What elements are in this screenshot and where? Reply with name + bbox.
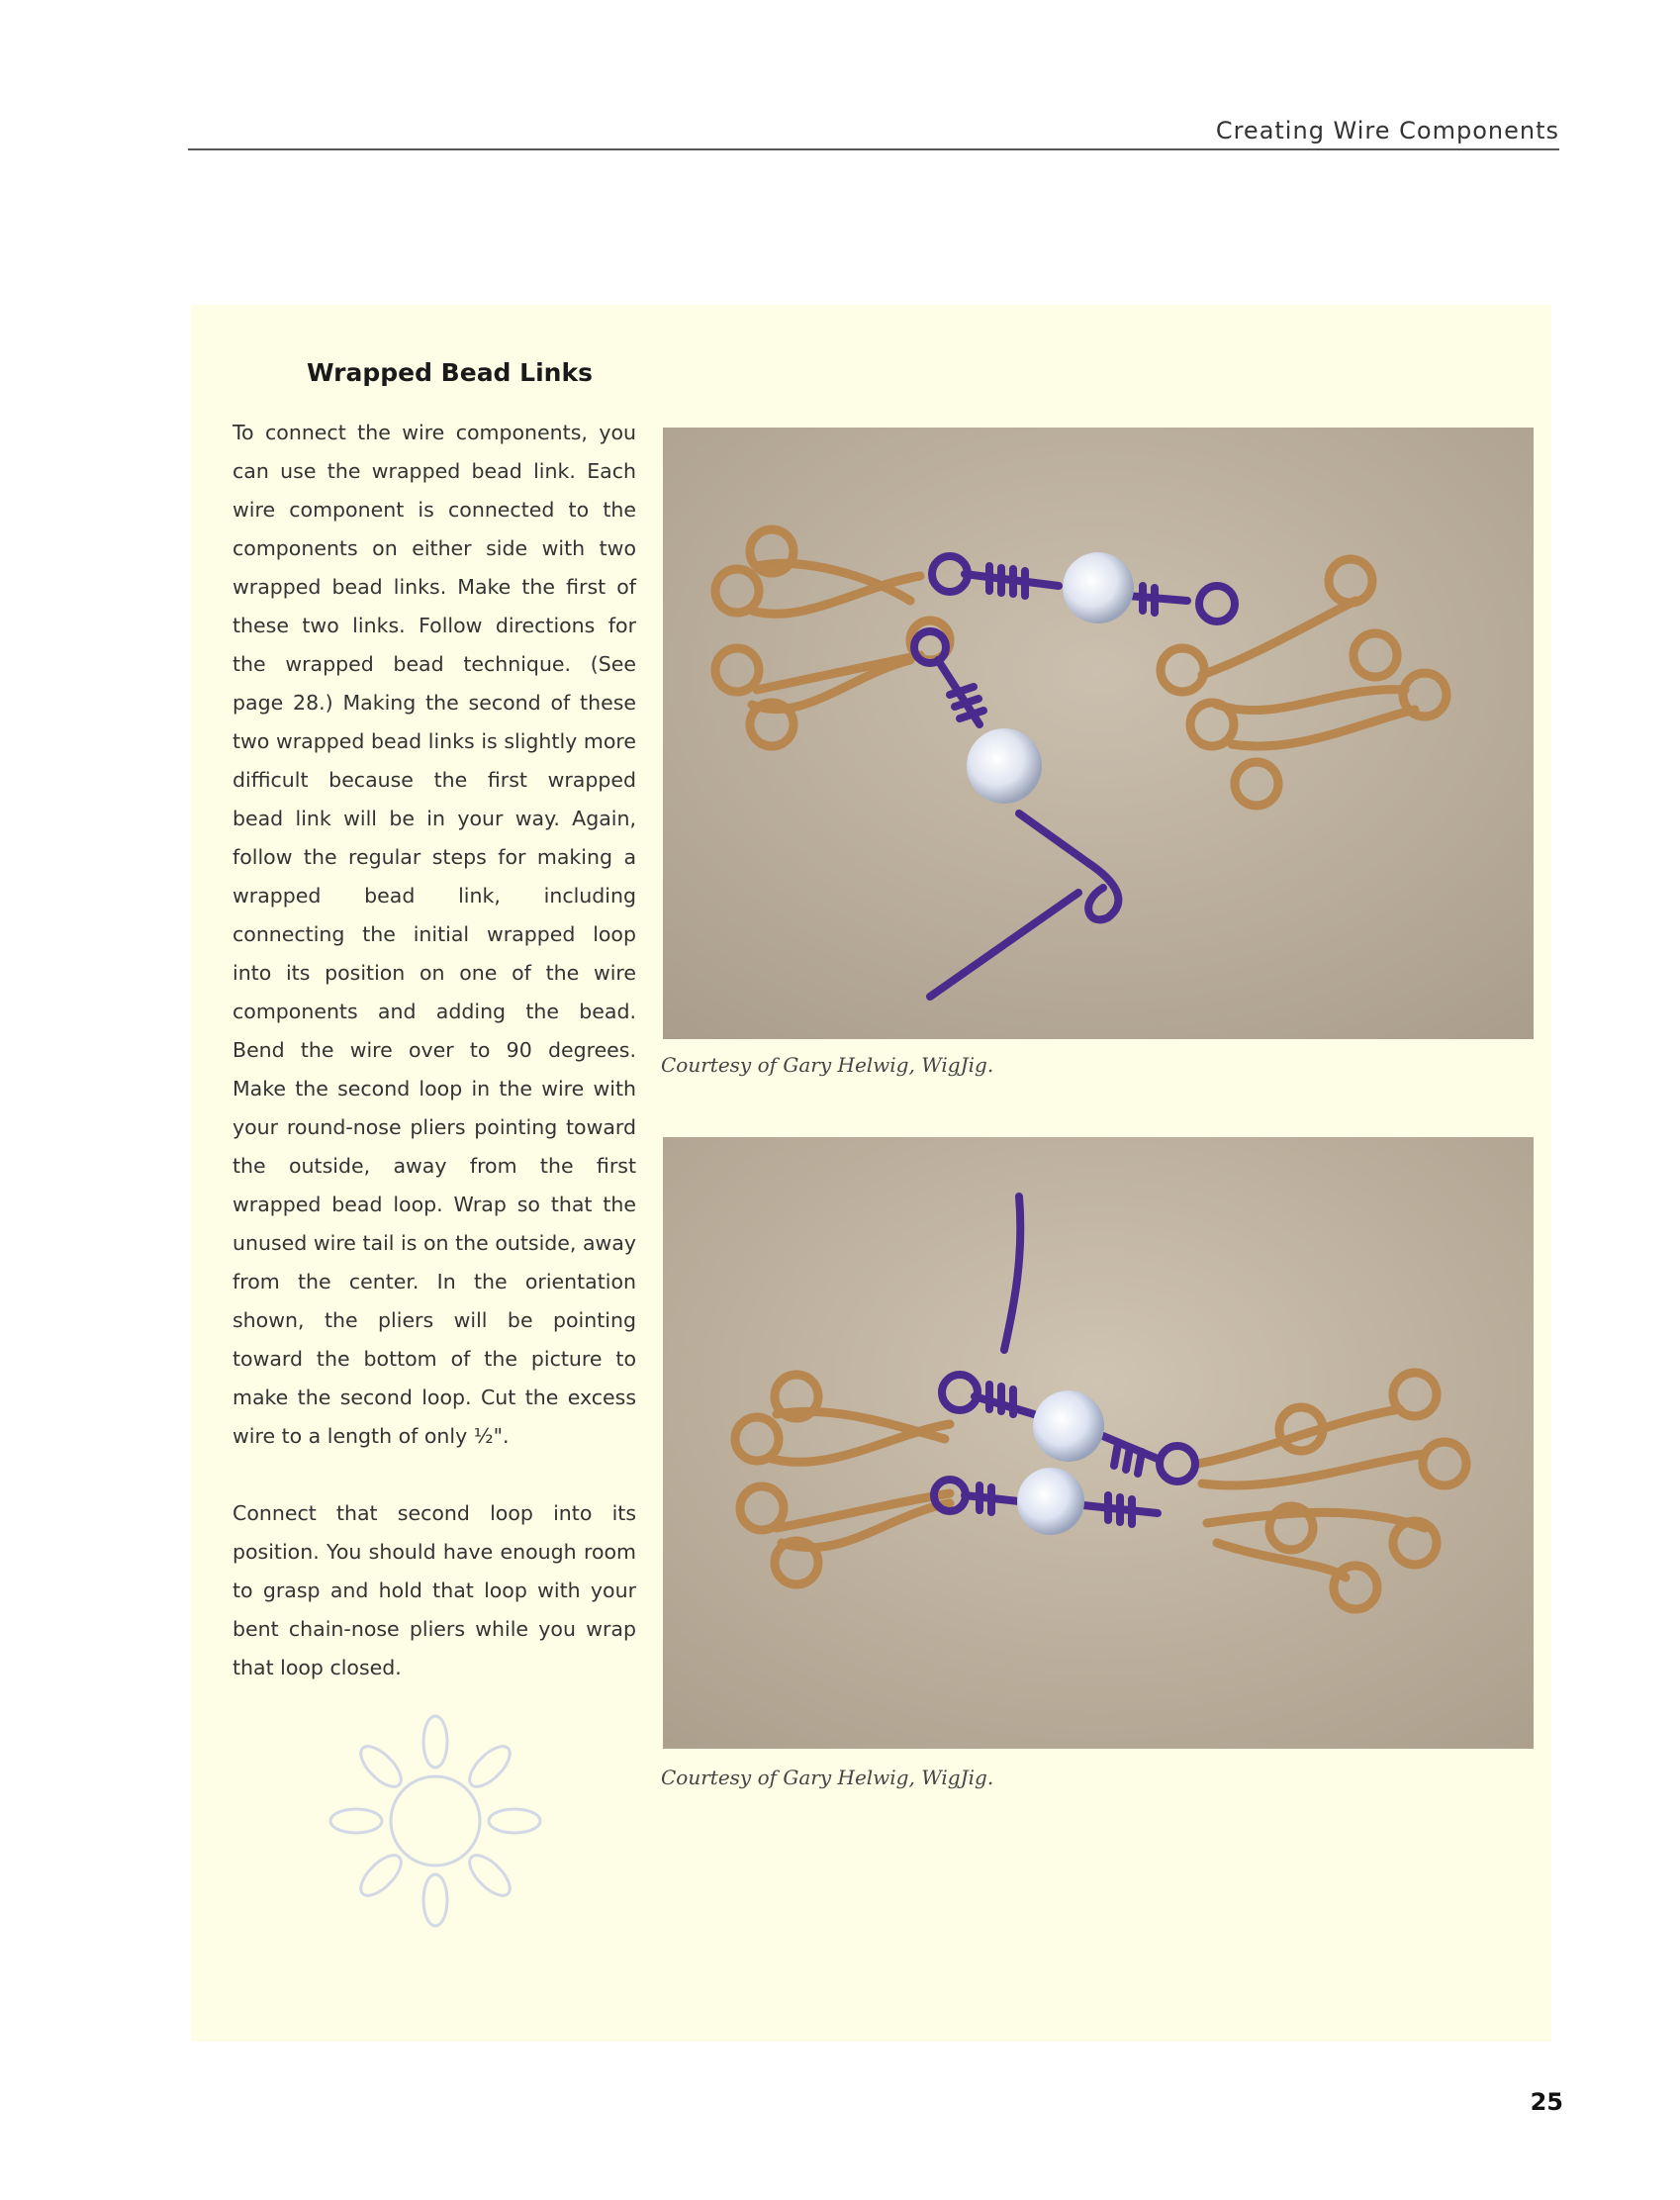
figure-caption-2: Courtesy of Gary Helwig, WigJig. <box>661 1766 994 1789</box>
section-heading: Wrapped Bead Links <box>307 358 593 387</box>
body-text <box>233 414 636 1726</box>
paragraph-1: To connect the wire components, you can use the wrapped bead link. Each wire component is connected to the components on either side with two wrapped bead links. Make the first of these two links. Follow directions for the wrapped bead technique. (See page 28.) Making the second of these two wrapped bead links is slightly more difficult because the first wrapped bead link will be in your way. Again, follow the regular steps for making a wrapped bead link, including connecting the initial wrapped loop into its position on one of the wire components and adding the bead. Bend the wire over to 90 degrees. Make the second loop in the wire with your round-nose pliers pointing toward the outside, away from the first wrapped bead loop. Wrap so that the unused wire tail is on the outside, away from the center. In the orientation shown, the pliers will be pointing toward the bottom of the picture to make the second loop. Cut the excess wire to a length of only ½". <box>233 421 636 1448</box>
photo-wrapped-bead-link-step1 <box>663 428 1534 1039</box>
running-head <box>188 117 1559 150</box>
figure-caption-1: Courtesy of Gary Helwig, WigJig. <box>661 1053 994 1077</box>
decorative-flower-ornament <box>327 1712 544 1930</box>
page-number: 25 <box>1530 2088 1563 2116</box>
photo-wrapped-bead-link-step2 <box>663 1137 1534 1749</box>
running-title: Creating Wire Components <box>1215 117 1559 144</box>
paragraph-2: Connect that second loop into its position. You should have enough room to grasp and hold that loop with your bent chain-nose pliers while you wrap that loop closed. <box>233 1501 636 1679</box>
